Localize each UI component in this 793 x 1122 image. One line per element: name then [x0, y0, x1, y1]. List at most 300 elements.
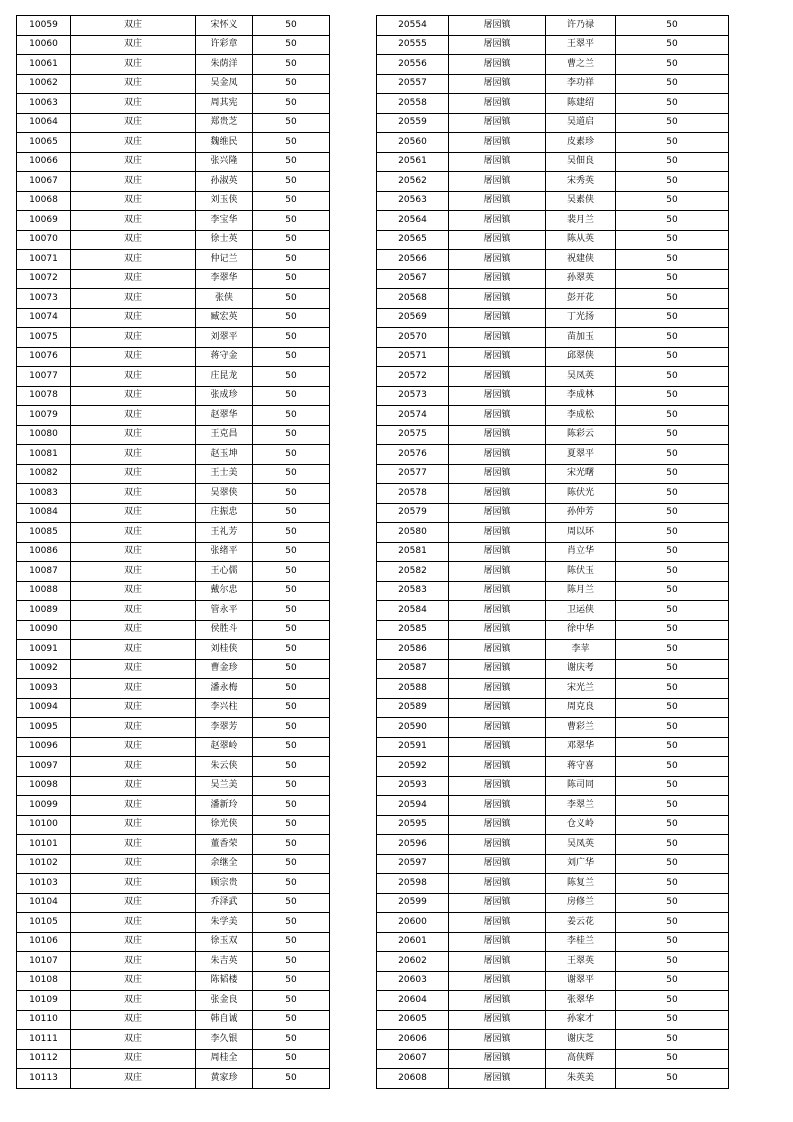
- table-row: [17, 445, 330, 465]
- cell-id: 10107: [17, 952, 71, 972]
- table-row: [17, 55, 330, 75]
- cell-id: 10073: [17, 289, 71, 309]
- table-row: [17, 152, 330, 172]
- cell-amount: 50: [253, 1030, 330, 1050]
- table-row: [377, 94, 729, 114]
- cell-town: 屠园镇: [449, 211, 546, 231]
- cell-id: 10105: [17, 913, 71, 933]
- cell-name: 张兴隆: [196, 152, 253, 172]
- cell-town: 屠园镇: [449, 835, 546, 855]
- table-row: [377, 445, 729, 465]
- cell-town: 双庄: [71, 74, 196, 94]
- cell-town: 双庄: [71, 718, 196, 738]
- cell-id: 20591: [377, 737, 449, 757]
- cell-amount: 50: [253, 718, 330, 738]
- cell-id: 20569: [377, 308, 449, 328]
- cell-town: 屠园镇: [449, 991, 546, 1011]
- cell-id: 10102: [17, 854, 71, 874]
- cell-town: 屠园镇: [449, 172, 546, 192]
- cell-town: 双庄: [71, 854, 196, 874]
- cell-town: 屠园镇: [449, 347, 546, 367]
- cell-name: 王翠平: [546, 35, 616, 55]
- cell-name: 仓义岭: [546, 815, 616, 835]
- cell-town: 屠园镇: [449, 718, 546, 738]
- table-row: [17, 932, 330, 952]
- cell-name: 魏维民: [196, 133, 253, 153]
- cell-name: 周桂全: [196, 1049, 253, 1069]
- table-row: [17, 406, 330, 426]
- table-row: [377, 815, 729, 835]
- table-row: [377, 74, 729, 94]
- cell-id: 10109: [17, 991, 71, 1011]
- cell-amount: 50: [253, 347, 330, 367]
- cell-amount: 50: [253, 386, 330, 406]
- cell-amount: 50: [253, 835, 330, 855]
- cell-name: 张成珍: [196, 386, 253, 406]
- cell-id: 20600: [377, 913, 449, 933]
- cell-amount: 50: [253, 35, 330, 55]
- cell-name: 王心儒: [196, 562, 253, 582]
- cell-amount: 50: [616, 601, 729, 621]
- cell-name: 顾宗贵: [196, 874, 253, 894]
- cell-name: 刘玉侠: [196, 191, 253, 211]
- table-row: [17, 35, 330, 55]
- cell-id: 20599: [377, 893, 449, 913]
- cell-name: 周克良: [546, 698, 616, 718]
- cell-town: 双庄: [71, 386, 196, 406]
- cell-id: 20581: [377, 542, 449, 562]
- cell-name: 董香荣: [196, 835, 253, 855]
- cell-id: 10065: [17, 133, 71, 153]
- cell-town: 屠园镇: [449, 542, 546, 562]
- cell-name: 宋秀英: [546, 172, 616, 192]
- cell-town: 双庄: [71, 640, 196, 660]
- cell-name: 徐光侠: [196, 815, 253, 835]
- cell-id: 20586: [377, 640, 449, 660]
- table-row: [377, 250, 729, 270]
- cell-town: 屠园镇: [449, 425, 546, 445]
- table-row: [17, 269, 330, 289]
- cell-name: 祝建侠: [546, 250, 616, 270]
- cell-amount: 50: [253, 932, 330, 952]
- table-row: [17, 952, 330, 972]
- cell-id: 20562: [377, 172, 449, 192]
- cell-amount: 50: [253, 562, 330, 582]
- cell-name: 庄振忠: [196, 503, 253, 523]
- table-row: [17, 464, 330, 484]
- cell-town: 屠园镇: [449, 679, 546, 699]
- cell-town: 双庄: [71, 230, 196, 250]
- table-row: [17, 718, 330, 738]
- cell-name: 刘广华: [546, 854, 616, 874]
- cell-name: 周以环: [546, 523, 616, 543]
- cell-name: 王翠英: [546, 952, 616, 972]
- table-row: [17, 425, 330, 445]
- cell-amount: 50: [616, 289, 729, 309]
- cell-name: 皮素珍: [546, 133, 616, 153]
- cell-town: 双庄: [71, 815, 196, 835]
- cell-name: 朱学美: [196, 913, 253, 933]
- cell-town: 双庄: [71, 737, 196, 757]
- table-row: [377, 854, 729, 874]
- cell-town: 双庄: [71, 542, 196, 562]
- cell-id: 20598: [377, 874, 449, 894]
- cell-town: 屠园镇: [449, 445, 546, 465]
- cell-name: 吴凤英: [546, 835, 616, 855]
- table-row: [377, 425, 729, 445]
- cell-name: 戴尔忠: [196, 581, 253, 601]
- cell-amount: 50: [253, 503, 330, 523]
- cell-amount: 50: [253, 464, 330, 484]
- cell-id: 20584: [377, 601, 449, 621]
- cell-id: 10100: [17, 815, 71, 835]
- cell-name: 房修兰: [546, 893, 616, 913]
- right-roster-body: [377, 16, 729, 1089]
- cell-amount: 50: [253, 523, 330, 543]
- cell-id: 20608: [377, 1069, 449, 1089]
- cell-town: 双庄: [71, 191, 196, 211]
- cell-id: 20583: [377, 581, 449, 601]
- cell-town: 屠园镇: [449, 250, 546, 270]
- cell-name: 吴道启: [546, 113, 616, 133]
- cell-id: 20589: [377, 698, 449, 718]
- cell-name: 肖立华: [546, 542, 616, 562]
- cell-town: 屠园镇: [449, 55, 546, 75]
- cell-name: 徐士英: [196, 230, 253, 250]
- cell-name: 张翠华: [546, 991, 616, 1011]
- cell-name: 周其宪: [196, 94, 253, 114]
- cell-name: 乔泽武: [196, 893, 253, 913]
- cell-town: 双庄: [71, 55, 196, 75]
- table-row: [17, 913, 330, 933]
- cell-amount: 50: [616, 445, 729, 465]
- cell-id: 10084: [17, 503, 71, 523]
- cell-town: 双庄: [71, 308, 196, 328]
- cell-town: 屠园镇: [449, 308, 546, 328]
- table-row: [377, 191, 729, 211]
- cell-amount: 50: [253, 601, 330, 621]
- cell-name: 丁光扬: [546, 308, 616, 328]
- cell-amount: 50: [616, 230, 729, 250]
- cell-town: 双庄: [71, 1030, 196, 1050]
- table-row: [17, 191, 330, 211]
- cell-town: 双庄: [71, 835, 196, 855]
- cell-id: 10068: [17, 191, 71, 211]
- cell-town: 屠园镇: [449, 659, 546, 679]
- table-row: [17, 874, 330, 894]
- cell-amount: 50: [616, 347, 729, 367]
- cell-name: 张绪平: [196, 542, 253, 562]
- cell-town: 屠园镇: [449, 757, 546, 777]
- cell-amount: 50: [616, 269, 729, 289]
- cell-name: 朱英美: [546, 1069, 616, 1089]
- cell-id: 10112: [17, 1049, 71, 1069]
- cell-id: 20564: [377, 211, 449, 231]
- table-row: [377, 757, 729, 777]
- cell-amount: 50: [253, 757, 330, 777]
- cell-name: 孙仲芳: [546, 503, 616, 523]
- cell-id: 20574: [377, 406, 449, 426]
- table-row: [377, 932, 729, 952]
- cell-name: 李功祥: [546, 74, 616, 94]
- cell-name: 李翠芳: [196, 718, 253, 738]
- cell-name: 庄昆龙: [196, 367, 253, 387]
- table-row: [377, 211, 729, 231]
- table-row: [377, 328, 729, 348]
- cell-id: 10106: [17, 932, 71, 952]
- cell-amount: 50: [616, 16, 729, 36]
- cell-id: 10067: [17, 172, 71, 192]
- table-row: [377, 35, 729, 55]
- cell-amount: 50: [253, 1069, 330, 1089]
- cell-town: 屠园镇: [449, 1030, 546, 1050]
- cell-amount: 50: [616, 406, 729, 426]
- table-row: [17, 367, 330, 387]
- cell-id: 10063: [17, 94, 71, 114]
- table-row: [17, 250, 330, 270]
- cell-town: 屠园镇: [449, 698, 546, 718]
- cell-name: 余继全: [196, 854, 253, 874]
- cell-id: 20587: [377, 659, 449, 679]
- cell-town: 双庄: [71, 367, 196, 387]
- cell-town: 屠园镇: [449, 932, 546, 952]
- cell-town: 屠园镇: [449, 776, 546, 796]
- table-row: [17, 679, 330, 699]
- cell-amount: 50: [616, 835, 729, 855]
- cell-amount: 50: [253, 1010, 330, 1030]
- cell-town: 双庄: [71, 133, 196, 153]
- cell-name: 李成松: [546, 406, 616, 426]
- cell-amount: 50: [616, 698, 729, 718]
- table-row: [377, 835, 729, 855]
- table-row: [17, 601, 330, 621]
- cell-amount: 50: [253, 991, 330, 1011]
- cell-id: 20557: [377, 74, 449, 94]
- cell-amount: 50: [253, 55, 330, 75]
- table-row: [17, 328, 330, 348]
- table-row: [17, 796, 330, 816]
- table-row: [17, 971, 330, 991]
- cell-name: 李苹: [546, 640, 616, 660]
- cell-amount: 50: [616, 1010, 729, 1030]
- cell-id: 10079: [17, 406, 71, 426]
- cell-amount: 50: [616, 874, 729, 894]
- cell-amount: 50: [616, 796, 729, 816]
- cell-name: 谢庆芝: [546, 1030, 616, 1050]
- cell-amount: 50: [616, 1069, 729, 1089]
- table-row: [17, 1049, 330, 1069]
- cell-amount: 50: [616, 503, 729, 523]
- table-row: [377, 55, 729, 75]
- table-row: [377, 1049, 729, 1069]
- cell-id: 10113: [17, 1069, 71, 1089]
- cell-name: 刘桂侠: [196, 640, 253, 660]
- cell-town: 屠园镇: [449, 406, 546, 426]
- cell-town: 屠园镇: [449, 152, 546, 172]
- cell-town: 屠园镇: [449, 854, 546, 874]
- table-row: [377, 464, 729, 484]
- cell-amount: 50: [253, 952, 330, 972]
- cell-town: 双庄: [71, 523, 196, 543]
- cell-id: 10094: [17, 698, 71, 718]
- cell-amount: 50: [616, 55, 729, 75]
- cell-name: 徐中华: [546, 620, 616, 640]
- cell-id: 10089: [17, 601, 71, 621]
- cell-town: 双庄: [71, 211, 196, 231]
- cell-name: 裴月兰: [546, 211, 616, 231]
- cell-amount: 50: [616, 74, 729, 94]
- cell-id: 20565: [377, 230, 449, 250]
- cell-amount: 50: [616, 913, 729, 933]
- cell-id: 10087: [17, 562, 71, 582]
- table-row: [17, 94, 330, 114]
- table-row: [17, 542, 330, 562]
- table-row: [377, 1069, 729, 1089]
- table-row: [17, 523, 330, 543]
- cell-id: 10101: [17, 835, 71, 855]
- cell-name: 曹金珍: [196, 659, 253, 679]
- cell-town: 屠园镇: [449, 562, 546, 582]
- cell-name: 张侠: [196, 289, 253, 309]
- cell-id: 20605: [377, 1010, 449, 1030]
- cell-amount: 50: [616, 737, 729, 757]
- cell-id: 10092: [17, 659, 71, 679]
- cell-name: 赵玉坤: [196, 445, 253, 465]
- table-row: [17, 133, 330, 153]
- table-row: [17, 835, 330, 855]
- table-row: [17, 74, 330, 94]
- cell-town: 双庄: [71, 35, 196, 55]
- cell-name: 彭开花: [546, 289, 616, 309]
- cell-name: 苗加玉: [546, 328, 616, 348]
- cell-name: 陈从英: [546, 230, 616, 250]
- cell-id: 20554: [377, 16, 449, 36]
- table-row: [377, 1010, 729, 1030]
- cell-name: 李兴柱: [196, 698, 253, 718]
- table-row: [377, 113, 729, 133]
- cell-town: 屠园镇: [449, 289, 546, 309]
- cell-amount: 50: [616, 562, 729, 582]
- cell-id: 10099: [17, 796, 71, 816]
- cell-id: 10071: [17, 250, 71, 270]
- cell-town: 双庄: [71, 406, 196, 426]
- cell-name: 许彩章: [196, 35, 253, 55]
- cell-name: 孙翠英: [546, 269, 616, 289]
- cell-name: 邓翠华: [546, 737, 616, 757]
- table-row: [377, 991, 729, 1011]
- cell-id: 10090: [17, 620, 71, 640]
- cell-name: 夏翠平: [546, 445, 616, 465]
- cell-id: 20593: [377, 776, 449, 796]
- cell-name: 李成林: [546, 386, 616, 406]
- cell-id: 20572: [377, 367, 449, 387]
- cell-id: 10075: [17, 328, 71, 348]
- table-row: [377, 289, 729, 309]
- cell-name: 宋光兰: [546, 679, 616, 699]
- cell-town: 双庄: [71, 1010, 196, 1030]
- table-row: [377, 133, 729, 153]
- cell-name: 孙淑英: [196, 172, 253, 192]
- table-row: [17, 289, 330, 309]
- cell-amount: 50: [253, 230, 330, 250]
- cell-amount: 50: [253, 406, 330, 426]
- cell-amount: 50: [616, 1030, 729, 1050]
- cell-town: 屠园镇: [449, 191, 546, 211]
- cell-town: 屠园镇: [449, 601, 546, 621]
- table-row: [377, 367, 729, 387]
- cell-town: 屠园镇: [449, 971, 546, 991]
- cell-amount: 50: [616, 991, 729, 1011]
- cell-town: 屠园镇: [449, 1049, 546, 1069]
- cell-id: 10091: [17, 640, 71, 660]
- table-row: [17, 815, 330, 835]
- table-row: [17, 172, 330, 192]
- cell-town: 屠园镇: [449, 74, 546, 94]
- cell-name: 陈伏光: [546, 484, 616, 504]
- cell-town: 双庄: [71, 796, 196, 816]
- cell-id: 10069: [17, 211, 71, 231]
- table-row: [377, 718, 729, 738]
- cell-town: 双庄: [71, 113, 196, 133]
- cell-id: 10066: [17, 152, 71, 172]
- cell-name: 陈伏玉: [546, 562, 616, 582]
- table-row: [377, 308, 729, 328]
- cell-id: 20585: [377, 620, 449, 640]
- cell-id: 10077: [17, 367, 71, 387]
- cell-amount: 50: [253, 874, 330, 894]
- cell-name: 宋光曙: [546, 464, 616, 484]
- table-row: [377, 737, 729, 757]
- cell-id: 10104: [17, 893, 71, 913]
- cell-name: 李宝华: [196, 211, 253, 231]
- cell-name: 郑贵芝: [196, 113, 253, 133]
- cell-name: 臧宏英: [196, 308, 253, 328]
- cell-amount: 50: [253, 776, 330, 796]
- table-row: [377, 152, 729, 172]
- cell-id: 20601: [377, 932, 449, 952]
- cell-town: 屠园镇: [449, 367, 546, 387]
- table-row: [17, 776, 330, 796]
- cell-name: 吴佃良: [546, 152, 616, 172]
- cell-town: 双庄: [71, 776, 196, 796]
- cell-amount: 50: [616, 211, 729, 231]
- cell-id: 20575: [377, 425, 449, 445]
- table-row: [377, 386, 729, 406]
- cell-name: 姜云花: [546, 913, 616, 933]
- table-row: [377, 16, 729, 36]
- cell-name: 韩自诚: [196, 1010, 253, 1030]
- cell-town: 双庄: [71, 172, 196, 192]
- table-row: [377, 874, 729, 894]
- cell-id: 10060: [17, 35, 71, 55]
- table-row: [17, 757, 330, 777]
- cell-id: 10097: [17, 757, 71, 777]
- cell-id: 10085: [17, 523, 71, 543]
- table-row: [377, 796, 729, 816]
- cell-name: 王士美: [196, 464, 253, 484]
- cell-name: 朱荫洋: [196, 55, 253, 75]
- cell-amount: 50: [616, 133, 729, 153]
- cell-amount: 50: [253, 679, 330, 699]
- cell-id: 20559: [377, 113, 449, 133]
- cell-name: 孙家才: [546, 1010, 616, 1030]
- cell-town: 双庄: [71, 16, 196, 36]
- cell-amount: 50: [616, 718, 729, 738]
- cell-id: 20563: [377, 191, 449, 211]
- cell-name: 潘新玲: [196, 796, 253, 816]
- cell-name: 朱云侠: [196, 757, 253, 777]
- table-row: [17, 113, 330, 133]
